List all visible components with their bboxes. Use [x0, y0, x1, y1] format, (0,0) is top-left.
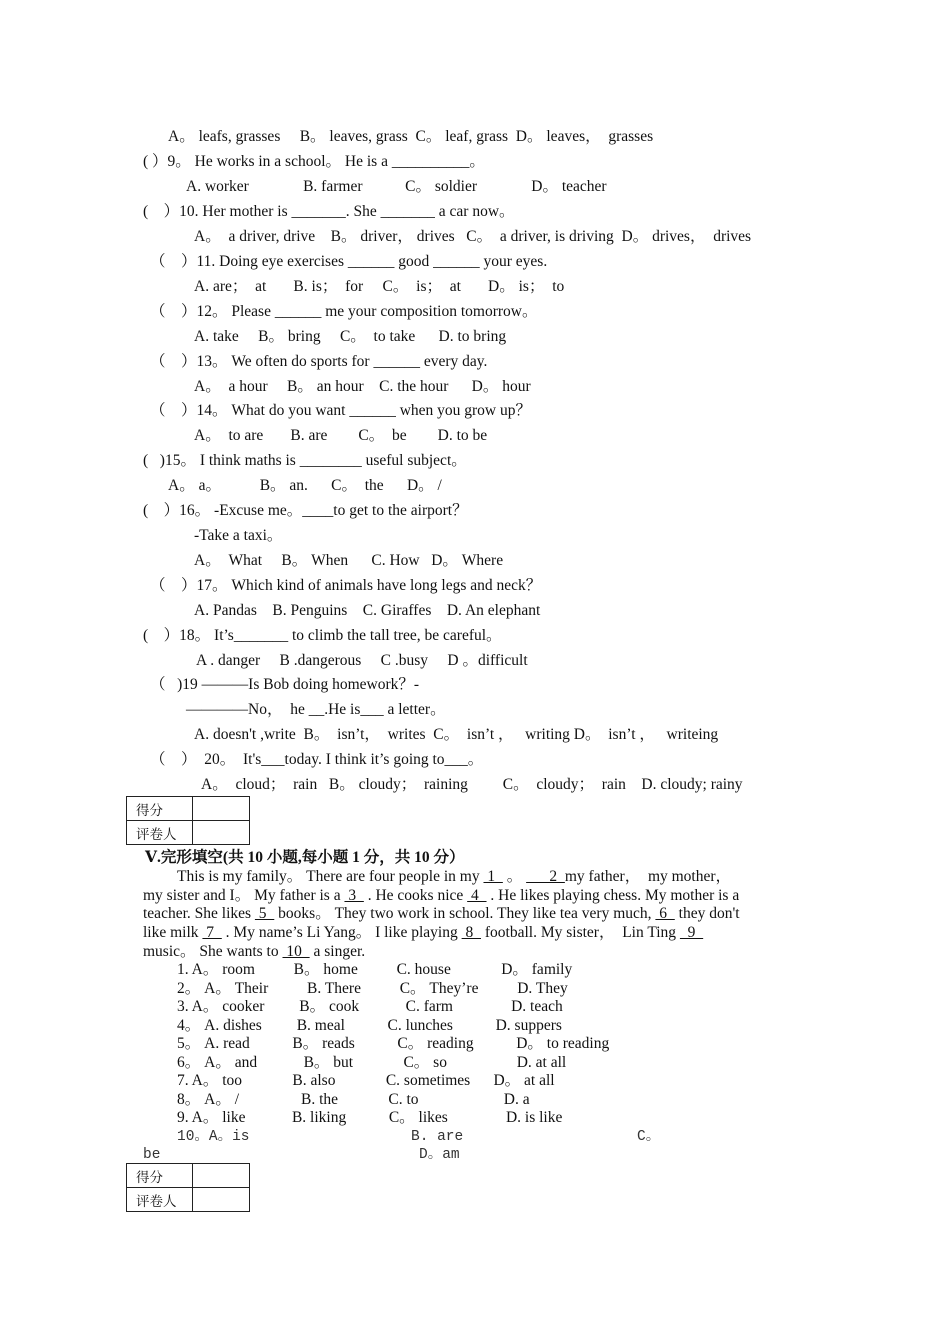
q16-stem: ( ）16。 -Excuse me。____to get to the airport？ [143, 502, 468, 519]
cloze-option-10b: B. are [411, 1129, 464, 1145]
score-box [126, 1163, 250, 1212]
cloze-option-10c-text: be [143, 1147, 161, 1163]
q8-options: A。 leafs, grasses B。 leaves, grass C。 leaf, grass D。 leaves， grasses [168, 128, 654, 145]
blank-2: 2 [526, 868, 565, 885]
cloze-option-row: 6。 A。 and B。 but C。 so D. at all [177, 1054, 567, 1071]
q17-stem: （ ）17。 Which kind of animals have long legs and neck？ [150, 577, 542, 594]
score-cell[interactable] [193, 797, 250, 821]
q9-options: A. worker B. farmer C。 soldier D。 teacher [186, 178, 607, 195]
q11-stem: （ ）11. Doing eye exercises ______ good ______ your eyes. [150, 253, 548, 270]
q14-stem: （ ）14。 What do you want ______ when you grow up？ [150, 402, 531, 419]
blank-7: 7 [202, 924, 222, 941]
cloze-option-10a: 10。A。is [177, 1129, 250, 1145]
cloze-option-row: 3. A。 cooker B。 cook C. farm D. teach [177, 998, 563, 1015]
q13-stem: （ ）13。 We often do sports for ______ every day. [150, 353, 488, 370]
blank-3: 3 [344, 887, 364, 904]
cloze-option-row: 8。 A。 / B. the C. to D. a [177, 1091, 530, 1108]
grader-label: 评卷人 [127, 1188, 193, 1212]
q20-options: A。 cloud； rain B。 cloudy； raining C。 cloudy； rain D. cloudy; rainy [201, 776, 743, 793]
q9-stem: ( ）9。 He works in a school。 He is a __________。 [143, 153, 485, 170]
grader-cell[interactable] [193, 1188, 250, 1212]
q19-options: A. doesn't ,write B。 isn’t， writes C。 isn’t ， writing D。 isn’t ， writeing [194, 726, 719, 743]
passage-line: This is my family。 There are four people in my 1 。 2 my father， my mother， [177, 868, 732, 885]
q12-options: A. take B。 bring C。 to take D. to bring [194, 328, 507, 345]
q14-options: A。 to are B. are C。 be D. to be [194, 427, 488, 444]
q18-stem: ( ）18。 It’s_______ to climb the tall tree, be careful。 [143, 627, 502, 644]
cloze-option-10c: C。 [637, 1129, 661, 1145]
q16-reply: -Take a taxi。 [194, 527, 283, 544]
blank-10: 10 [282, 943, 310, 960]
q15-stem: ( )15。 I think maths is ________ useful subject。 [143, 452, 467, 469]
q19-stem: （ )19 ———Is Bob doing homework？- [150, 676, 420, 693]
blank-6: 6 [655, 905, 675, 922]
score-label: 得分 [127, 1164, 193, 1188]
blank-4: 4 [467, 887, 487, 904]
score-label: 得分 [127, 797, 193, 821]
score-cell[interactable] [193, 1164, 250, 1188]
grader-label: 评卷人 [127, 821, 193, 845]
q13-options: A。 a hour B。 an hour C. the hour D。 hour [194, 378, 531, 395]
score-box [126, 796, 250, 845]
q17-options: A. Pandas B. Penguins C. Giraffes D. An elephant [194, 602, 541, 619]
cloze-option-row: 2。 A。 Their B. There C。 They’re D. They [177, 980, 568, 997]
blank-1: 1 [483, 868, 503, 885]
cloze-option-row: 9. A。 like B. liking C。 likes D. is like [177, 1109, 563, 1126]
q18-options: A . danger B .dangerous C .busy D 。difficult [196, 652, 528, 669]
grader-cell[interactable] [193, 821, 250, 845]
q16-options: A。 What B。 When C. How D。 Where [194, 552, 504, 569]
cloze-option-10d: D。am [419, 1147, 460, 1163]
passage-line: like milk 7 . My name’s Li Yang。 I like playing 8 football. My sister， Lin Ting 9 [143, 924, 704, 941]
cloze-option-row: 5。 A. read B。 reads C。 reading D。 to reading [177, 1035, 610, 1052]
q15-options: A。 a。 B。 an. C。 the D。 / [168, 477, 442, 494]
blank-9: 9 [679, 924, 704, 941]
blank-5: 5 [254, 905, 275, 922]
passage-line: teacher. She likes 5 books。 They two work in school. They like tea very much, 6 they don't [143, 905, 740, 922]
q10-options: A。 a driver, drive B。 driver， drives C。 a driver, is driving D。 drives， drives [194, 228, 752, 245]
q10-stem: ( ）10. Her mother is _______. She _______ a car now。 [143, 203, 515, 220]
q19-reply: ————No， he __.He is___ a letter。 [186, 701, 446, 718]
cloze-option-row: 1. A。 room B。 home C. house D。 family [177, 961, 573, 978]
q11-options: A. are； at B. is； for C。 is； at D。 is； to [194, 278, 565, 295]
q20-stem: （ ） 20。 It's___today. I think it’s going to___。 [150, 751, 484, 768]
cloze-option-row: 7. A。 too B. also C. sometimes D。 at all [177, 1072, 555, 1089]
passage-line: my sister and I。 My father is a 3 . He cooks nice 4 . He likes playing chess. My mother is a [143, 887, 740, 904]
section-heading: Ⅴ.完形填空(共 10 小题,每小题 1 分，共 10 分） [145, 849, 465, 866]
passage-line: music。 She wants to 10 a singer. [143, 943, 366, 960]
blank-8: 8 [461, 924, 481, 941]
q12-stem: （ ）12。 Please ______ me your composition tomorrow。 [150, 303, 538, 320]
cloze-option-row: 4。 A. dishes B. meal C. lunches D. suppers [177, 1017, 562, 1034]
